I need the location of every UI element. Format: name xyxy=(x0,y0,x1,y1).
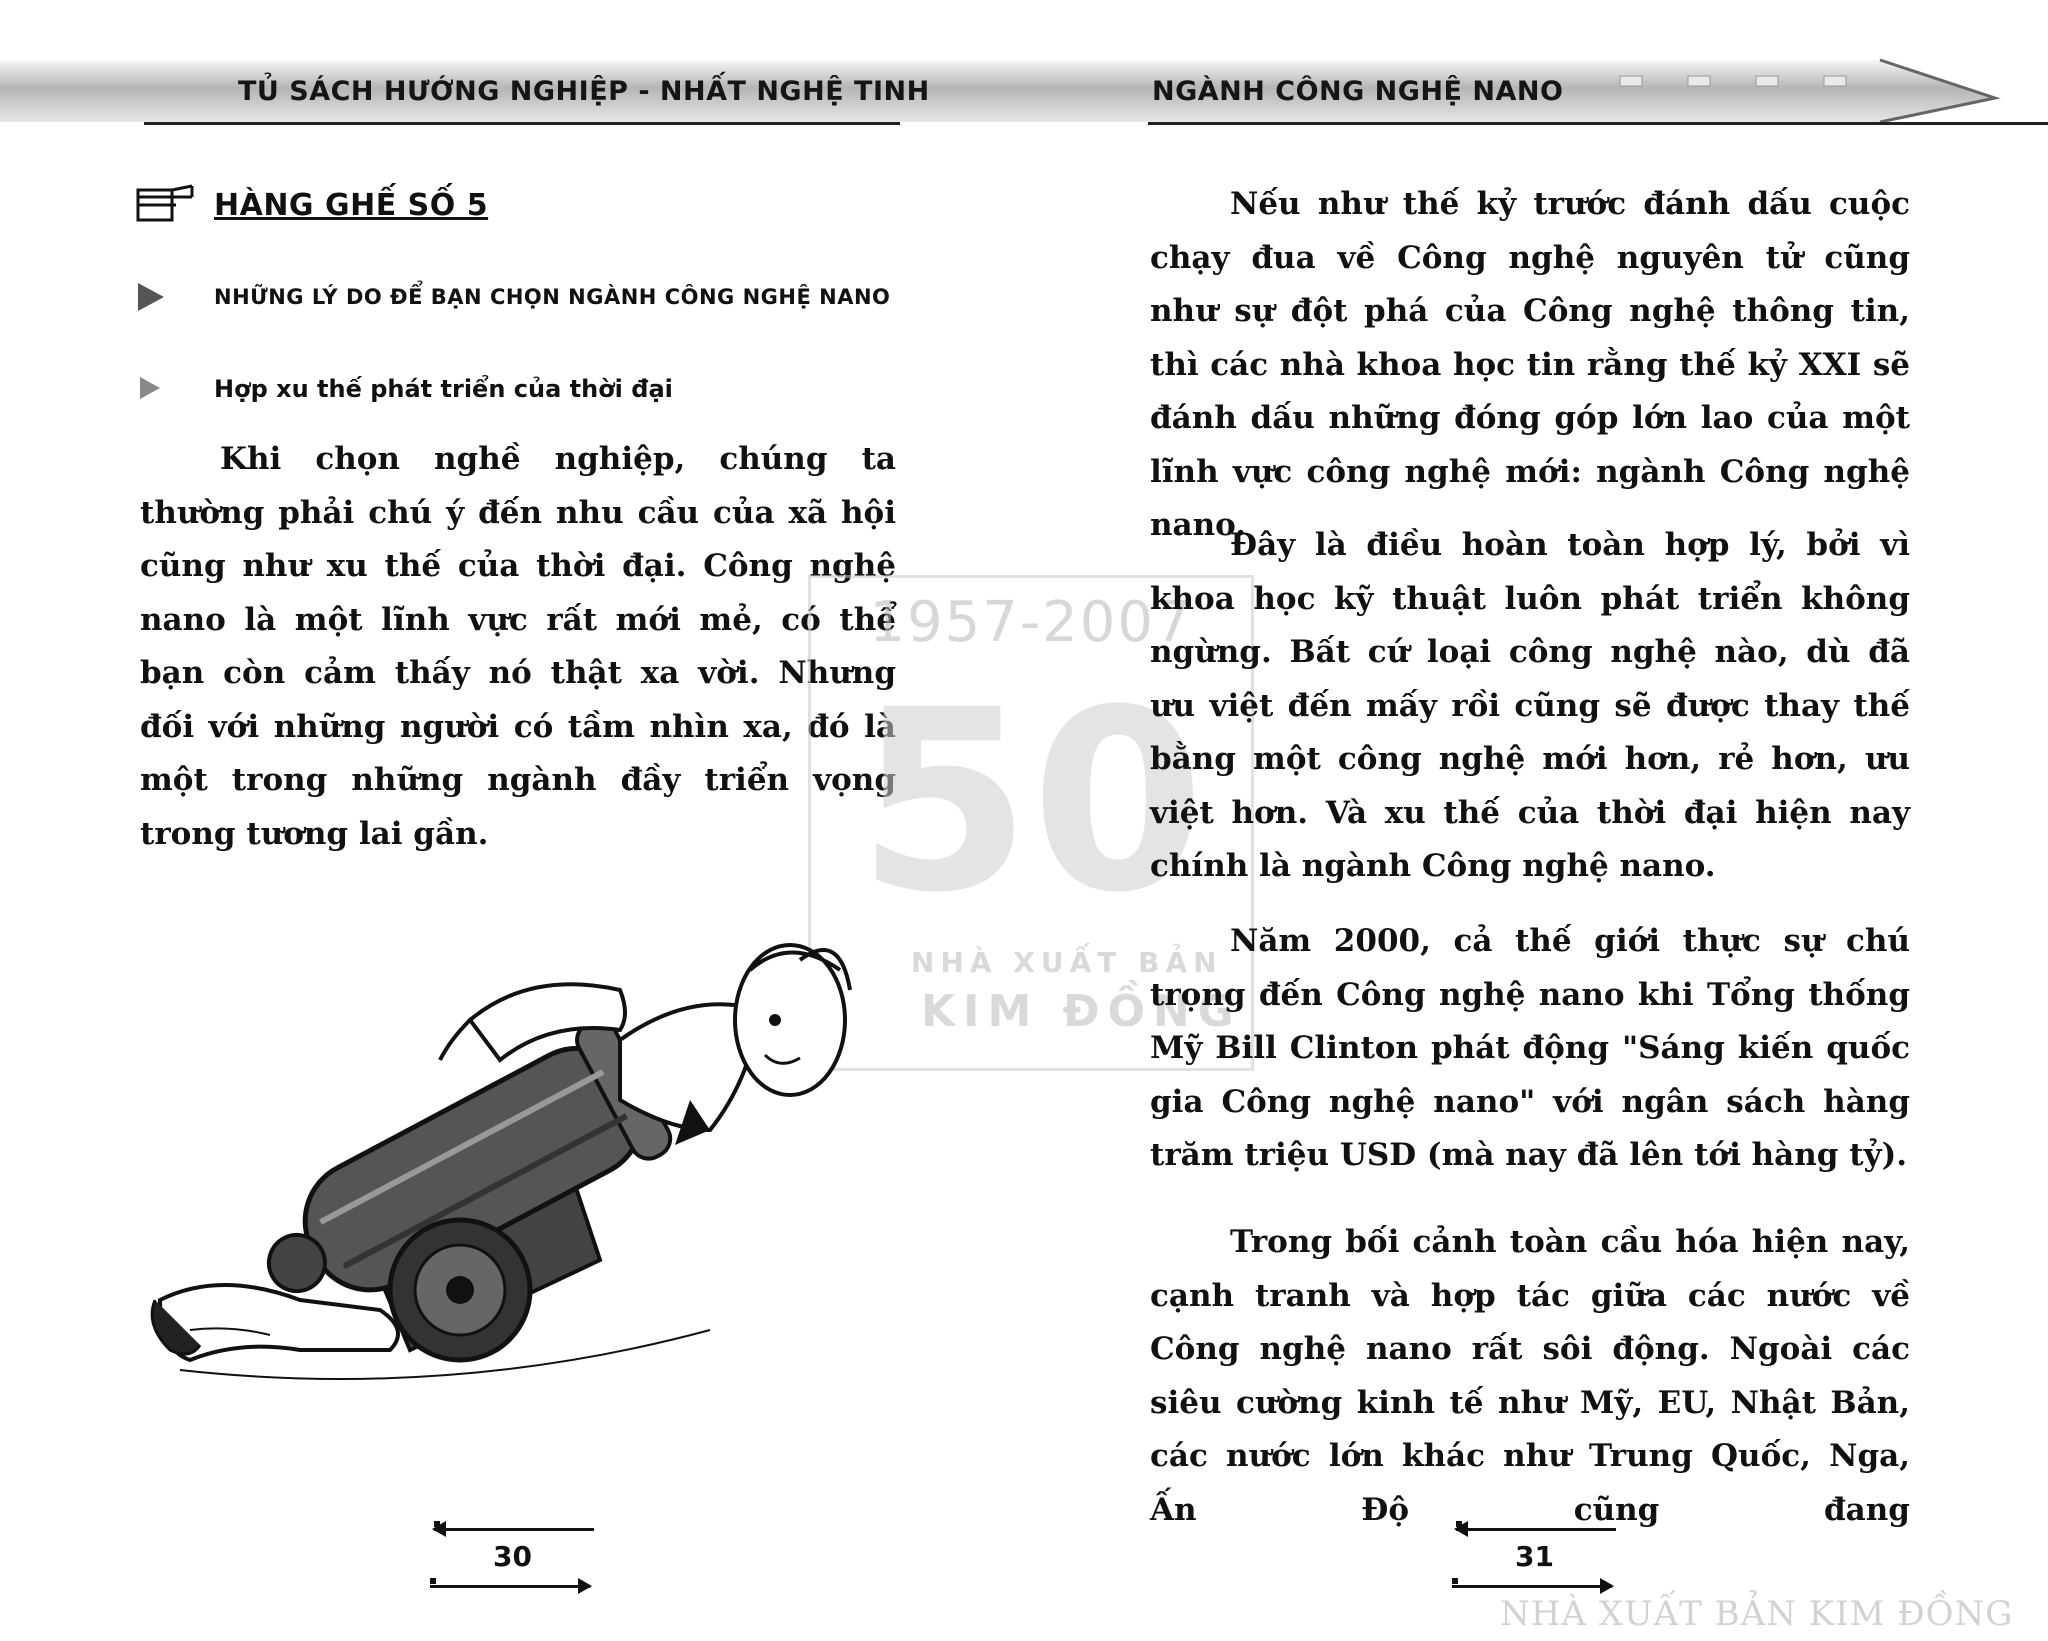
header-rule-left xyxy=(144,122,900,125)
cannon-illustration xyxy=(150,930,870,1410)
section-title: HÀNG GHẾ SỐ 5 xyxy=(214,188,489,223)
next-arrow-icon xyxy=(1452,1585,1612,1588)
watermark-year: 1957-2007 xyxy=(869,590,1193,655)
footer-watermark: NHÀ XUẤT BẢN KIM ĐỒNG xyxy=(1500,1594,2014,1634)
right-paragraph-4: Trong bối cảnh toàn cầu hóa hiện nay, cạnh tranh và hợp tác giữa các nước về Công nghệ nano rất sôi động. Ngoài các siêu cường kinh tế như Mỹ, EU, Nhật Bản, các nước lớn khác như Trung Quốc, Nga, Ấn Độ cũng đang xyxy=(1150,1224,1910,1528)
watermark-brand: KIM ĐỒNG xyxy=(921,986,1242,1037)
triangle-bullet-small-icon xyxy=(140,377,160,399)
notepad-icon xyxy=(136,184,196,224)
next-arrow-icon xyxy=(430,1585,590,1588)
running-title-left: TỦ SÁCH HƯỚNG NGHIỆP - NHẤT NGHỆ TINH xyxy=(238,76,930,107)
triangle-bullet-icon xyxy=(138,283,164,311)
prev-arrow-icon xyxy=(1456,1528,1616,1531)
page-number-right: 31 xyxy=(1515,1540,1554,1573)
prev-arrow-icon xyxy=(434,1528,594,1531)
right-paragraph-1: Nếu như thế kỷ trước đánh dấu cuộc chạy đua về Công nghệ nguyên tử cũng như sự đột phá của Công nghệ thông tin, thì các nhà khoa học tin rằng thế kỷ XXI sẽ đánh dấu những đóng góp lớn lao của một lĩnh vực công nghệ mới: ngành Công nghệ nano. xyxy=(1150,186,1910,543)
right-paragraph-3: Năm 2000, cả thế giới thực sự chú trọng đến Công nghệ nano khi Tổng thống Mỹ Bill Clinton phát động "Sáng kiến quốc gia Công nghệ nano" với ngân sách hàng trăm triệu USD (mà nay đã lên tới hàng tỷ). xyxy=(1150,923,1910,1173)
left-paragraph: Khi chọn nghề nghiệp, chúng ta thường phải chú ý đến nhu cầu của xã hội cũng như xu thế của thời đại. Công nghệ nano là một lĩnh vực rất mới mẻ, có thể bạn còn cảm thấy nó thật xa vời. Nhưng đối với những người có tầm nhìn xa, đó là một trong những ngành đầy triển vọng trong tương lai gần. xyxy=(140,441,896,852)
page-number-left: 30 xyxy=(493,1540,532,1573)
running-title-right: NGÀNH CÔNG NGHỆ NANO xyxy=(1152,76,1564,107)
svg-text:50: 50 xyxy=(857,678,1205,908)
right-paragraph-2: Đây là điều hoàn toàn hợp lý, bởi vì khoa học kỹ thuật luôn phát triển không ngừng. Bất cứ loại công nghệ nào, dù đã ưu việt đến mấy rồi cũng sẽ được thay thế bằng một công nghệ mới hơn, rẻ hơn, ưu việt hơn. Và xu thế của thời đại hiện nay chính là ngành Công nghệ nano. xyxy=(1150,527,1910,884)
sub-heading-reasons: NHỮNG LÝ DO ĐỂ BẠN CHỌN NGÀNH CÔNG NGHỆ NANO xyxy=(214,285,891,309)
sub-heading-trend: Hợp xu thế phát triển của thời đại xyxy=(214,375,673,403)
watermark-publisher: NHÀ XUẤT BẢN xyxy=(911,946,1223,979)
header-rule-right xyxy=(1148,122,2048,125)
